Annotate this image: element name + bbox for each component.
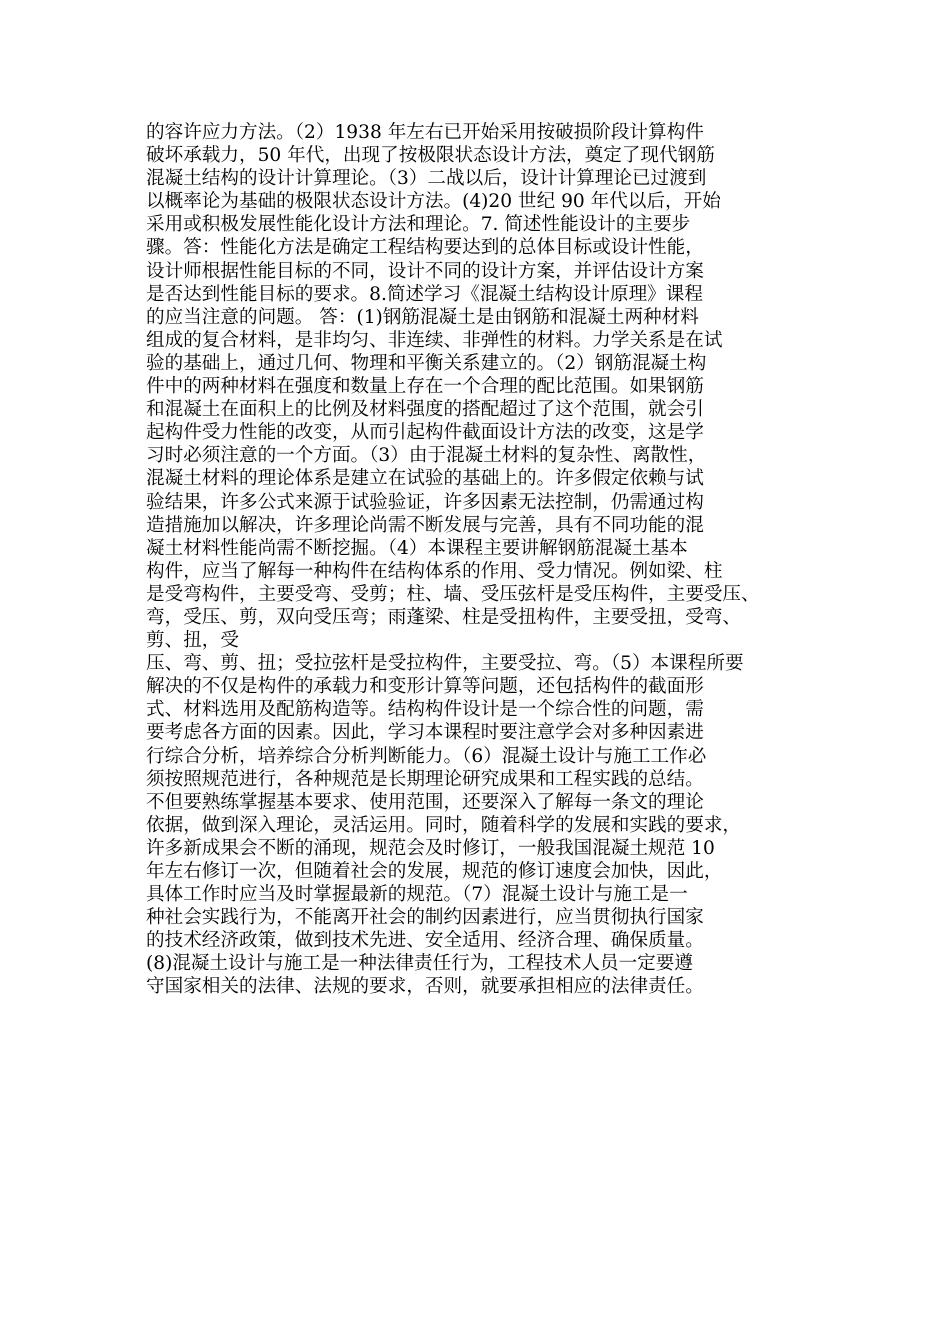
text-line: 年左右修订一次，但随着社会的发展，规范的修订速度会加快，因此， (146, 861, 723, 882)
text-line: 剪、扭，受 (146, 630, 239, 652)
text-line: 许多新成果会不断的涌现，规范会及时修订，一般我国混凝土规范 10 (146, 837, 715, 859)
text-line: 守国家相关的法律、法规的要求，否则，就要承担相应的法律责任。 (146, 976, 704, 998)
text-line: 破坏承载力，50 年代，出现了按极限状态设计方法，奠定了现代钢筋 (146, 145, 715, 167)
text-line: 是否达到性能目标的要求。8.简述学习《混凝土结构设计原理》课程 (146, 283, 703, 305)
text-line: 件中的两种材料在强度和数量上存在一个合理的配比范围。如果钢筋 (146, 376, 704, 398)
text-line: 具体工作时应当及时掌握最新的规范。（7）混凝土设计与施工是一 (146, 884, 688, 906)
text-line: 种社会实践行为，不能离开社会的制约因素进行，应当贯彻执行国家 (146, 907, 704, 929)
text-line: 式、材料选用及配筋构造等。结构构件设计是一个综合性的问题，需 (146, 699, 704, 721)
text-line: 采用或积极发展性能化设计方法和理论。7. 简述性能设计的主要步 (146, 214, 691, 236)
text-line: 验的基础上，通过几何、物理和平衡关系建立的。（2）钢筋混凝土构 (146, 352, 707, 374)
text-line: 弯，受压、剪，双向受压弯；雨蓬梁、柱是受扭构件，主要受扭，受弯、 (146, 606, 742, 628)
text-line: 不但要熟练掌握基本要求、使用范围，还要深入了解每一条文的理论 (146, 791, 704, 813)
text-line: 的容许应力方法。（2）1938 年左右已开始采用按破损阶段计算构件 (146, 122, 704, 143)
text-line: 验结果，许多公式来源于试验验证，许多因素无法控制，仍需通过构 (146, 491, 704, 513)
text-line: 的技术经济政策，做到技术先进、安全适用、经济合理、确保质量。 (146, 930, 704, 952)
text-line: 要考虑各方面的因素。因此，学习本课程时要注意学会对多种因素进 (146, 722, 704, 744)
text-line: (8)混凝土设计与施工是一种法律责任行为，工程技术人员一定要遵 (146, 953, 693, 975)
body-text (146, 121, 816, 999)
text-line: 依据，做到深入理论，灵活运用。同时，随着科学的发展和实践的要求， (146, 814, 742, 836)
text-line: 以概率论为基础的极限状态设计方法。(4)20 世纪 90 年代以后，开始 (146, 191, 721, 213)
text-line: 造措施加以解决，许多理论尚需不断发展与完善，具有不同功能的混 (146, 514, 704, 536)
text-line: 和混凝土在面积上的比例及材料强度的搭配超过了这个范围，就会引 (146, 399, 704, 421)
text-line: 凝土材料性能尚需不断挖掘。（4）本课程主要讲解钢筋混凝土基本 (146, 537, 688, 559)
text-line: 行综合分析，培养综合分析判断能力。（6）混凝土设计与施工工作必 (146, 745, 707, 767)
text-line: 骤。答：性能化方法是确定工程结构要达到的总体目标或设计性能， (146, 237, 704, 259)
text-line: 习时必须注意的一个方面。（3）由于混凝土材料的复杂性、离散性， (146, 445, 707, 467)
text-line: 解决的不仅是构件的承载力和变形计算等问题，还包括构件的截面形 (146, 676, 704, 698)
text-line: 混凝土结构的设计计算理论。（3）二战以后，设计计算理论已过渡到 (146, 168, 707, 190)
text-line: 的应当注意的问题。 答：(1)钢筋混凝土是由钢筋和混凝土两种材料 (146, 306, 699, 328)
text-line: 组成的复合材料，是非均匀、非连续、非弹性的材料。力学关系是在试 (146, 329, 723, 351)
text-line: 构件，应当了解每一种构件在结构体系的作用、受力情况。例如梁、柱 (146, 560, 723, 582)
text-line: 起构件受力性能的改变，从而引起构件截面设计方法的改变，这是学 (146, 422, 704, 444)
text-line: 须按照规范进行，各种规范是长期理论研究成果和工程实践的总结。 (146, 768, 704, 790)
text-line: 设计师根据性能目标的不同，设计不同的设计方案，并评估设计方案 (146, 260, 704, 282)
text-line: 是受弯构件，主要受弯、受剪；柱、墙、受压弦杆是受压构件，主要受压、 (146, 583, 760, 605)
text-line: 混凝土材料的理论体系是建立在试验的基础上的。许多假定依赖与试 (146, 468, 704, 490)
text-line: 压、弯、剪、扭；受拉弦杆是受拉构件，主要受拉、弯。（5）本课程所要 (146, 653, 744, 675)
